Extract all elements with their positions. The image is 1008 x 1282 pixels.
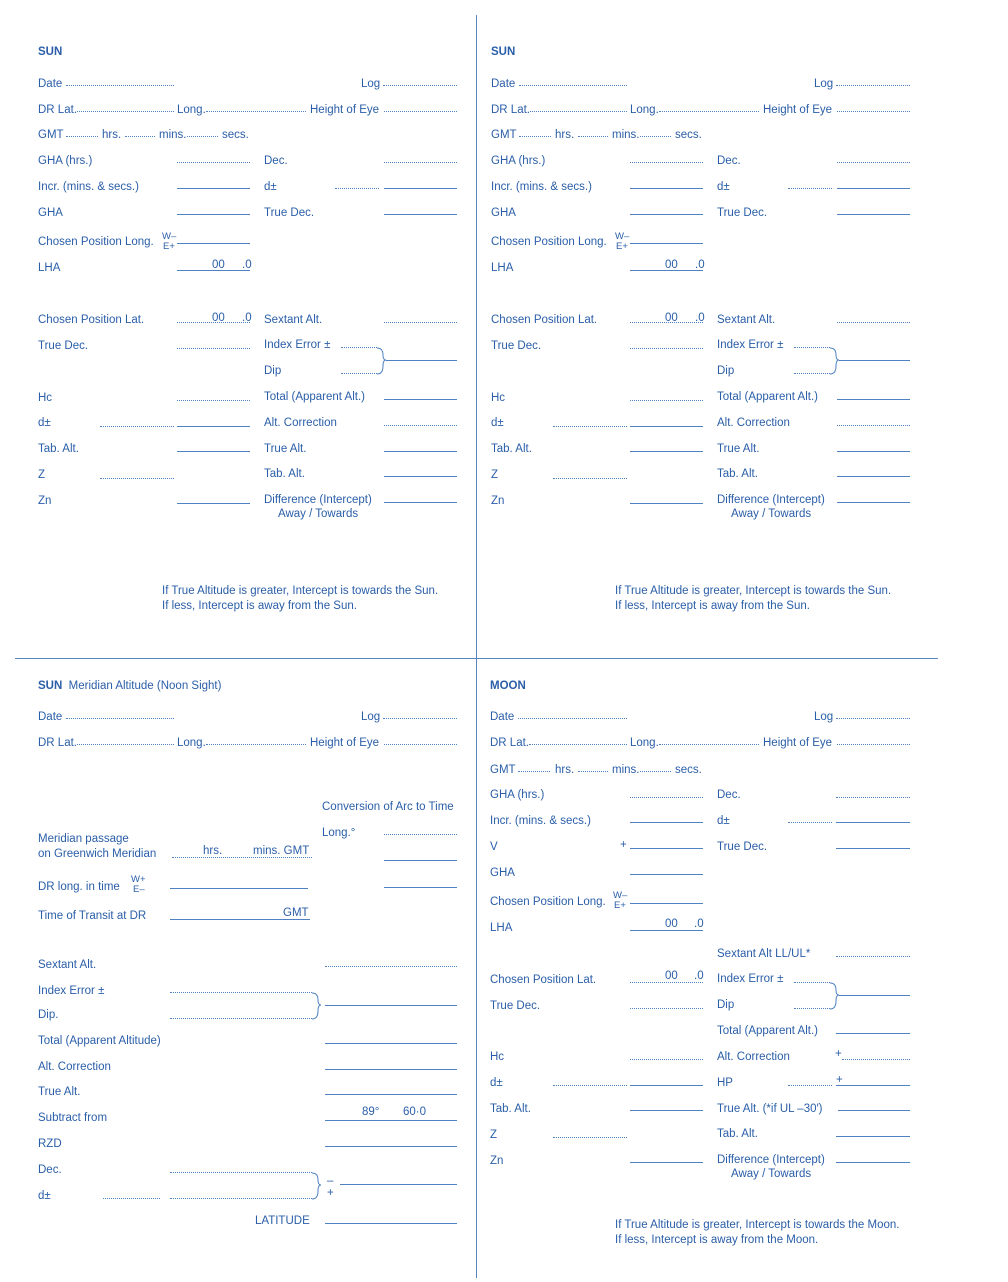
- chosen-lat-minutes: .0: [242, 312, 252, 324]
- zn-label: Zn: [490, 1155, 504, 1167]
- gha-hrs-label: GHA (hrs.): [491, 155, 546, 167]
- true-dec-label: True Dec.: [264, 207, 315, 219]
- east-plus-label: E+: [614, 900, 626, 911]
- lha-label: LHA: [491, 262, 514, 274]
- d-label: d±: [717, 815, 730, 827]
- z-label: Z: [38, 469, 46, 481]
- date-label: Date: [38, 78, 63, 90]
- d-label: d±: [264, 181, 277, 193]
- long-label: Long.: [177, 737, 206, 749]
- subtitle: Meridian Altitude (Noon Sight): [68, 680, 222, 692]
- true-dec-field[interactable]: [836, 848, 910, 849]
- tab-alt-label-2: Tab. Alt.: [264, 468, 305, 480]
- gmt-secs-field[interactable]: [640, 771, 671, 772]
- dec-label: Dec.: [264, 155, 288, 167]
- total-apparent-label: Total (Apparent Alt.): [264, 391, 365, 403]
- chosen-long-label: Chosen Position Long.: [491, 236, 607, 248]
- v-field[interactable]: [630, 848, 703, 849]
- hc-label: Hc: [490, 1051, 505, 1063]
- dip-field[interactable]: [794, 1008, 830, 1009]
- form-title: MOON: [490, 680, 526, 692]
- date-label: Date: [490, 711, 515, 723]
- dr-lat-label: DR Lat.: [490, 737, 529, 749]
- west-minus-label: W–: [162, 231, 177, 242]
- dec-label: Dec.: [38, 1164, 62, 1176]
- d-value-field-2[interactable]: [553, 1085, 627, 1086]
- hc-label: Hc: [491, 392, 506, 404]
- dip-label: Dip: [717, 365, 735, 377]
- true-dec-label: True Dec.: [717, 841, 768, 853]
- alt-correction-label: Alt. Correction: [717, 1051, 790, 1063]
- true-alt-label: True Alt.: [264, 443, 307, 455]
- true-alt-field[interactable]: [838, 1110, 910, 1111]
- lha-label: LHA: [38, 262, 61, 274]
- chosen-long-field[interactable]: [630, 903, 703, 904]
- east-plus-label: E+: [616, 241, 628, 252]
- west-minus-label: W–: [615, 231, 630, 242]
- away-towards-label: Away / Towards: [731, 508, 812, 520]
- mins-label: mins.: [612, 129, 640, 141]
- height-of-eye-field[interactable]: [837, 744, 910, 745]
- true-alt-label: True Alt.: [38, 1086, 81, 1098]
- dec-field[interactable]: [836, 797, 910, 798]
- total-apparent-label: Total (Apparent Altitude): [38, 1035, 161, 1047]
- tab-alt-label: Tab. Alt.: [491, 443, 532, 455]
- plus-sign-3: +: [836, 1074, 843, 1086]
- long-field[interactable]: [659, 744, 759, 745]
- true-dec-field-2[interactable]: [630, 1008, 703, 1009]
- sextant-alt-label: Sextant Alt.: [264, 314, 323, 326]
- tab-alt-label: Tab. Alt.: [38, 443, 79, 455]
- d-correction-field-2[interactable]: [630, 1085, 703, 1086]
- form-title: SUN: [491, 46, 516, 58]
- difference-label: Difference (Intercept): [717, 494, 825, 506]
- log-label: Log: [361, 78, 381, 90]
- mins-gmt-label: mins. GMT: [253, 845, 310, 857]
- long-label: Long.: [630, 737, 659, 749]
- incr-label: Incr. (mins. & secs.): [38, 181, 139, 193]
- date-label: Date: [38, 711, 63, 723]
- chosen-lat-degrees: 00: [665, 312, 678, 324]
- index-error-label: Index Error ±: [717, 339, 784, 351]
- hp-label: HP: [717, 1077, 733, 1089]
- index-error-label: Index Error ±: [264, 339, 331, 351]
- d-value-field[interactable]: [788, 822, 832, 823]
- mins-label: mins.: [159, 129, 187, 141]
- chosen-lat-label: Chosen Position Lat.: [490, 974, 597, 986]
- d-label-2: d±: [490, 1077, 503, 1089]
- lha-degrees: 00: [212, 259, 225, 271]
- gha-label: GHA: [491, 207, 516, 219]
- hrs-label: hrs.: [203, 845, 223, 857]
- difference-label: Difference (Intercept): [264, 494, 372, 506]
- gha-field[interactable]: [630, 874, 703, 875]
- tab-alt-label-2: Tab. Alt.: [717, 468, 758, 480]
- form-title: SUN: [38, 46, 63, 58]
- note-line-1: If True Altitude is greater, Intercept is towards the Sun.: [162, 585, 439, 597]
- zn-field[interactable]: [630, 1162, 703, 1163]
- brace-icon: [830, 982, 840, 1010]
- incr-label: Incr. (mins. & secs.): [491, 181, 592, 193]
- secs-label: secs.: [675, 764, 702, 776]
- degrees-89: 89°: [362, 1106, 380, 1118]
- chosen-lat-minutes: .0: [695, 312, 705, 324]
- plus-sign: +: [620, 839, 627, 851]
- d-label: d±: [717, 181, 730, 193]
- hp-correction-field[interactable]: [836, 1085, 910, 1086]
- height-of-eye-label: Height of Eye: [310, 104, 380, 116]
- total-apparent-label: Total (Apparent Alt.): [717, 391, 818, 403]
- dr-lat-label: DR Lat.: [38, 104, 77, 116]
- log-field[interactable]: [836, 718, 910, 719]
- dr-lat-label: DR Lat.: [491, 104, 530, 116]
- meridian-passage-label: Meridian passage: [38, 833, 129, 845]
- chosen-long-label: Chosen Position Long.: [38, 236, 154, 248]
- hrs-label: hrs.: [555, 129, 575, 141]
- note-line-1: If True Altitude is greater, Intercept is towards the Moon.: [615, 1219, 900, 1231]
- chosen-lat-label: Chosen Position Lat.: [38, 314, 145, 326]
- lha-label: LHA: [490, 922, 513, 934]
- sextant-alt-label: Sextant Alt.: [717, 314, 776, 326]
- incr-label: Incr. (mins. & secs.): [490, 815, 591, 827]
- index-error-field[interactable]: [794, 982, 830, 983]
- hp-value-field[interactable]: [788, 1085, 832, 1086]
- zn-label: Zn: [38, 495, 52, 507]
- total-apparent-label: Total (Apparent Alt.): [717, 1025, 818, 1037]
- chosen-lat-label: Chosen Position Lat.: [491, 314, 598, 326]
- true-dec-label-2: True Dec.: [491, 340, 542, 352]
- secs-label: secs.: [675, 129, 702, 141]
- alt-correction-label: Alt. Correction: [717, 417, 790, 429]
- gmt-label: GMT: [491, 129, 517, 141]
- true-dec-label-2: True Dec.: [490, 1000, 541, 1012]
- d-label-2: d±: [38, 417, 51, 429]
- hc-field[interactable]: [630, 1059, 703, 1060]
- lha-minutes: .0: [695, 259, 705, 271]
- mins-label: mins.: [612, 764, 640, 776]
- z-field[interactable]: [553, 1137, 627, 1138]
- gha-label: GHA: [38, 207, 63, 219]
- lha-degrees: 00: [665, 918, 678, 930]
- minutes-60: 60·0: [403, 1106, 427, 1118]
- index-error-label: Index Error ±: [38, 985, 105, 997]
- total-apparent-field[interactable]: [836, 1033, 910, 1034]
- zn-label: Zn: [491, 495, 505, 507]
- east-plus-label: E+: [163, 241, 175, 252]
- lha-minutes: .0: [242, 259, 252, 271]
- long-deg-label: Long.°: [322, 827, 356, 839]
- note-line-2: If less, Intercept is away from the Sun.: [615, 600, 810, 612]
- note-line-1: If True Altitude is greater, Intercept is towards the Sun.: [615, 585, 892, 597]
- log-label: Log: [814, 78, 834, 90]
- log-label: Log: [814, 711, 834, 723]
- log-label: Log: [361, 711, 381, 723]
- true-dec-label-2: True Dec.: [38, 340, 89, 352]
- west-minus-label: W–: [613, 890, 628, 901]
- dip-label: Dip: [264, 365, 282, 377]
- away-towards-label: Away / Towards: [731, 1168, 812, 1180]
- gmt-label: GMT: [38, 129, 64, 141]
- v-label: V: [490, 841, 498, 853]
- dec-label: Dec.: [717, 155, 741, 167]
- east-minus-label: E–: [133, 884, 145, 895]
- difference-label: Difference (Intercept): [717, 1154, 825, 1166]
- height-of-eye-label: Height of Eye: [310, 737, 380, 749]
- height-of-eye-label: Height of Eye: [763, 104, 833, 116]
- index-dip-total-field[interactable]: [839, 995, 910, 996]
- tab-alt-label-2: Tab. Alt.: [717, 1128, 758, 1140]
- subtract-from-label: Subtract from: [38, 1112, 108, 1124]
- true-alt-label: True Alt.: [717, 443, 760, 455]
- dr-lat-field[interactable]: [529, 744, 627, 745]
- height-of-eye-label: Height of Eye: [763, 737, 833, 749]
- sextant-alt-label: Sextant Alt.: [38, 959, 97, 971]
- dip-label: Dip.: [38, 1009, 59, 1021]
- dr-lat-label: DR Lat.: [38, 737, 77, 749]
- note-line-2: If less, Intercept is away from the Sun.: [162, 600, 357, 612]
- rzd-label: RZD: [38, 1138, 62, 1150]
- d-correction-field[interactable]: [836, 822, 910, 823]
- true-alt-label: True Alt. (*if UL –30′): [717, 1103, 823, 1115]
- date-field[interactable]: [518, 718, 627, 719]
- chosen-lat-minutes: .0: [694, 970, 704, 982]
- alt-correction-field[interactable]: [842, 1059, 910, 1060]
- alt-correction-label: Alt. Correction: [264, 417, 337, 429]
- dr-long-time-label: DR long. in time: [38, 881, 120, 893]
- dip-label: Dip: [717, 999, 735, 1011]
- dec-label: Dec.: [717, 789, 741, 801]
- plus-sign: +: [327, 1187, 334, 1199]
- difference-field[interactable]: [836, 1162, 910, 1163]
- chosen-long-label: Chosen Position Long.: [490, 896, 606, 908]
- gmt-hrs-field[interactable]: [518, 771, 550, 772]
- tab-alt-field[interactable]: [630, 1110, 703, 1111]
- d-label-2: d±: [491, 417, 504, 429]
- lha-minutes: .0: [694, 918, 704, 930]
- title-sun: SUN: [38, 680, 63, 692]
- index-error-label: Index Error ±: [717, 973, 784, 985]
- time-transit-label: Time of Transit at DR: [38, 910, 147, 922]
- true-dec-label: True Dec.: [717, 207, 768, 219]
- latitude-label: LATITUDE: [255, 1215, 310, 1227]
- gha-hrs-label: GHA (hrs.): [38, 155, 93, 167]
- tab-alt-field-2[interactable]: [836, 1136, 910, 1137]
- gha-hrs-label: GHA (hrs.): [490, 789, 545, 801]
- conversion-heading: Conversion of Arc to Time: [322, 801, 454, 813]
- gmt-label: GMT: [283, 907, 309, 919]
- lha-field[interactable]: [630, 930, 703, 931]
- date-label: Date: [491, 78, 516, 90]
- chosen-lat-field[interactable]: [630, 982, 703, 983]
- hc-label: Hc: [38, 392, 53, 404]
- sextant-alt-label: Sextant Alt LL/UL*: [717, 948, 811, 960]
- note-line-2: If less, Intercept is away from the Moon.: [615, 1234, 819, 1246]
- alt-correction-label: Alt. Correction: [38, 1061, 111, 1073]
- gmt-label: GMT: [490, 764, 516, 776]
- z-label: Z: [491, 469, 499, 481]
- z-label: Z: [490, 1129, 498, 1141]
- incr-field[interactable]: [630, 822, 703, 823]
- minus-sign: –: [327, 1175, 334, 1187]
- plus-sign-2: +: [835, 1048, 842, 1060]
- greenwich-meridian-label: on Greenwich Meridian: [38, 848, 157, 860]
- long-label: Long.: [177, 104, 206, 116]
- away-towards-label: Away / Towards: [278, 508, 359, 520]
- chosen-lat-degrees: 00: [665, 970, 678, 982]
- chosen-lat-degrees: 00: [212, 312, 225, 324]
- sextant-alt-field[interactable]: [836, 956, 910, 957]
- hrs-label: hrs.: [102, 129, 122, 141]
- d-label: d±: [38, 1190, 51, 1202]
- gmt-mins-field[interactable]: [578, 771, 608, 772]
- long-label: Long.: [630, 104, 659, 116]
- gha-label: GHA: [490, 867, 515, 879]
- gha-hrs-field[interactable]: [630, 797, 703, 798]
- hrs-label: hrs.: [555, 764, 575, 776]
- lha-degrees: 00: [665, 259, 678, 271]
- west-plus-label: W+: [131, 874, 146, 885]
- secs-label: secs.: [222, 129, 249, 141]
- tab-alt-label: Tab. Alt.: [490, 1103, 531, 1115]
